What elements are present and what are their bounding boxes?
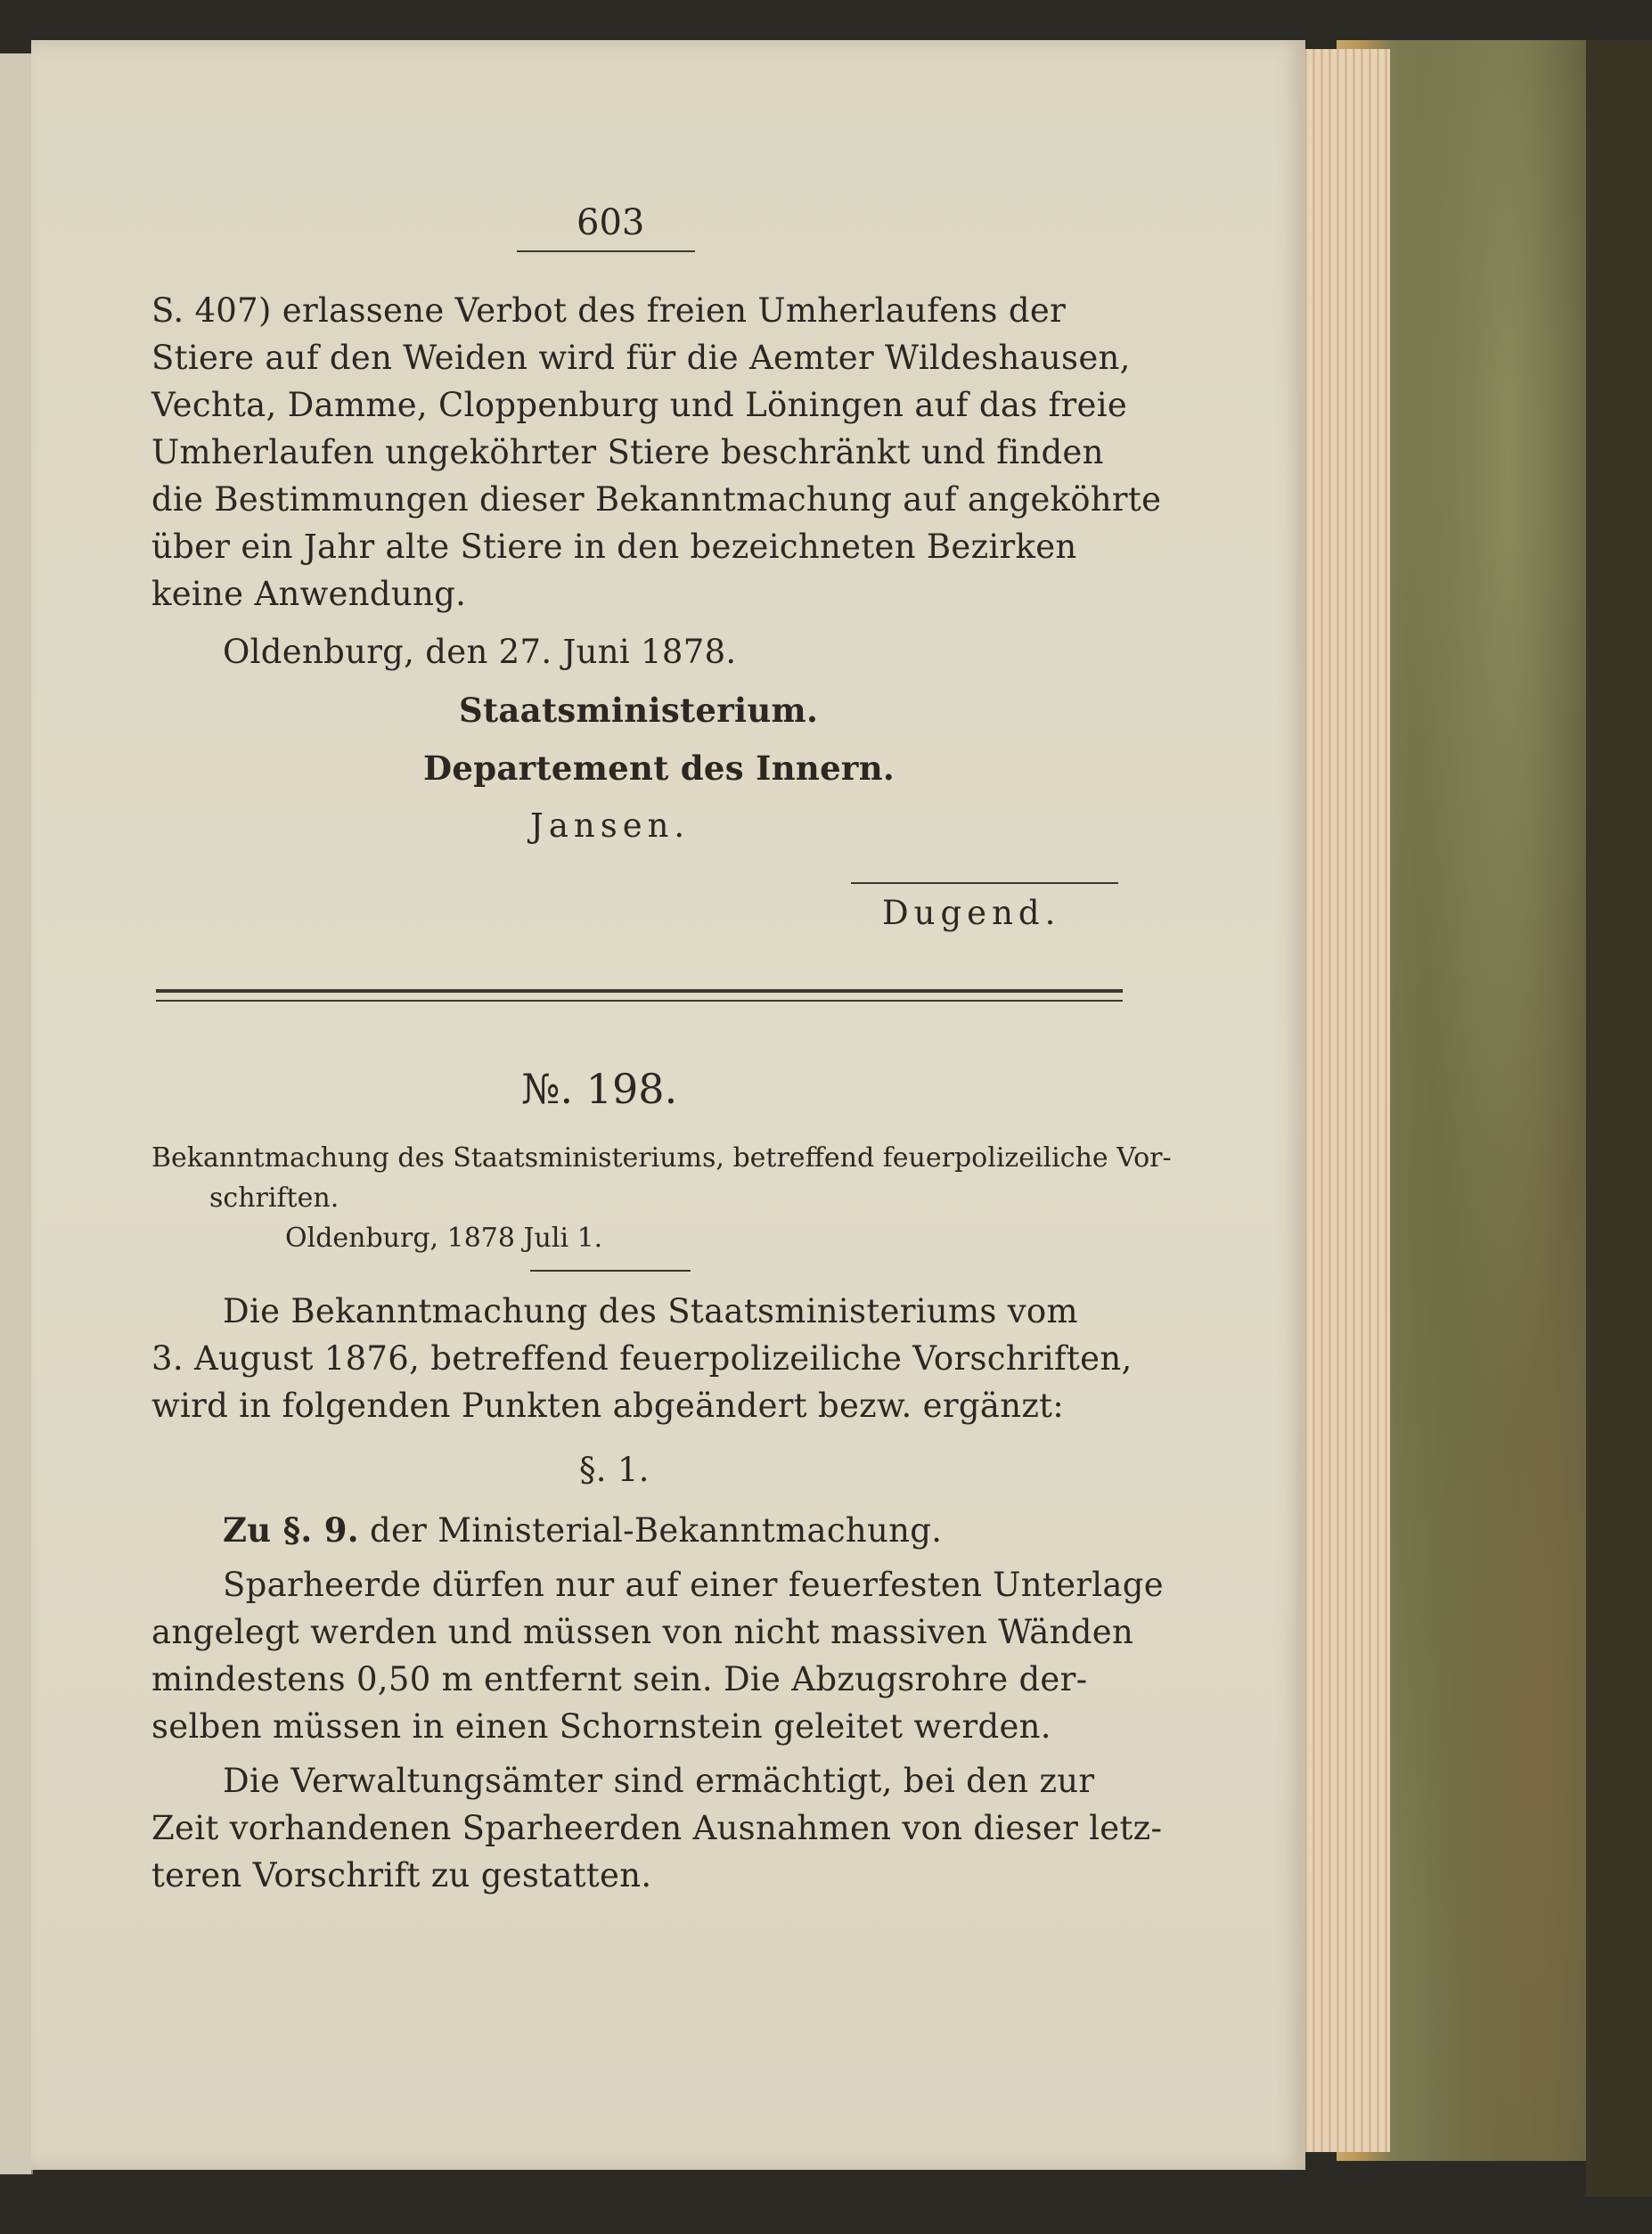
- intro-paragraph-line: wird in folgenden Punkten abgeändert bezw. ergänzt:: [151, 1387, 1065, 1425]
- book-page: [31, 40, 1305, 2170]
- section-subheading: [223, 1510, 942, 1550]
- top-paragraph-line: über ein Jahr alte Stiere in den bezeichneten Bezirken: [151, 528, 1077, 566]
- left-page-edge: [0, 53, 33, 2174]
- authority: Staatsministerium.: [459, 691, 819, 730]
- intro-paragraph-line: Die Bekanntmachung des Staatsministeriums vom: [223, 1292, 1078, 1330]
- section-subheading-rest: der Ministerial-Bekanntmachung.: [370, 1511, 943, 1550]
- cover-edge: [1586, 40, 1652, 2197]
- notice-place-date: Oldenburg, 1878 Juli 1.: [285, 1223, 603, 1254]
- page-number: 603: [577, 202, 645, 243]
- section-paragraph-line: mindestens 0,50 m entfernt sein. Die Abzugsrohre der-: [151, 1660, 1088, 1698]
- notice-number: №. 198.: [521, 1065, 678, 1113]
- section-divider-thick: [156, 989, 1123, 993]
- top-paragraph-line: keine Anwendung.: [151, 575, 467, 613]
- page-number-rule: [517, 250, 695, 252]
- notice-title-line: Bekanntmachung des Staatsministeriums, betreffend feuerpolizeiliche Vor-: [151, 1142, 1172, 1174]
- top-paragraph-line: Stiere auf den Weiden wird für die Aemter Wildeshausen,: [151, 339, 1131, 377]
- section-heading: §. 1.: [579, 1451, 650, 1489]
- section-paragraph-line: teren Vorschrift zu gestatten.: [151, 1856, 652, 1894]
- top-paragraph-line: Vechta, Damme, Cloppenburg und Löningen auf das freie: [151, 386, 1128, 424]
- intro-paragraph-line: 3. August 1876, betreffend feuerpolizeiliche Vorschriften,: [151, 1339, 1133, 1378]
- top-paragraph-line: S. 407) erlassene Verbot des freien Umherlaufens der: [151, 291, 1067, 330]
- section-paragraph-line: Sparheerde dürfen nur auf einer feuerfesten Unterlage: [223, 1566, 1164, 1604]
- department: Departement des Innern.: [423, 749, 896, 788]
- section-paragraph-line: selben müssen in einen Schornstein geleitet werden.: [151, 1707, 1051, 1746]
- countersign-rule: [851, 882, 1118, 884]
- notice-title-line: schriften.: [209, 1182, 339, 1214]
- section-subheading-bold: Zu §. 9.: [223, 1510, 359, 1550]
- signature-name: Jansen.: [530, 806, 691, 845]
- top-paragraph-line: Umherlaufen ungeköhrter Stiere beschränkt und finden: [151, 433, 1104, 471]
- countersign: Dugend.: [882, 894, 1061, 932]
- section-paragraph-line: angelegt werden und müssen von nicht massiven Wänden: [151, 1613, 1134, 1651]
- section-paragraph-line: Die Verwaltungsämter sind ermächtigt, bei den zur: [223, 1762, 1095, 1800]
- notice-title-rule: [530, 1270, 691, 1272]
- top-paragraph-line: die Bestimmungen dieser Bekanntmachung auf angeköhrte: [151, 480, 1162, 519]
- section-paragraph-line: Zeit vorhandenen Sparheerden Ausnahmen von dieser letz-: [151, 1809, 1163, 1847]
- date-line: Oldenburg, den 27. Juni 1878.: [223, 633, 737, 671]
- section-divider-thin: [156, 1000, 1123, 1002]
